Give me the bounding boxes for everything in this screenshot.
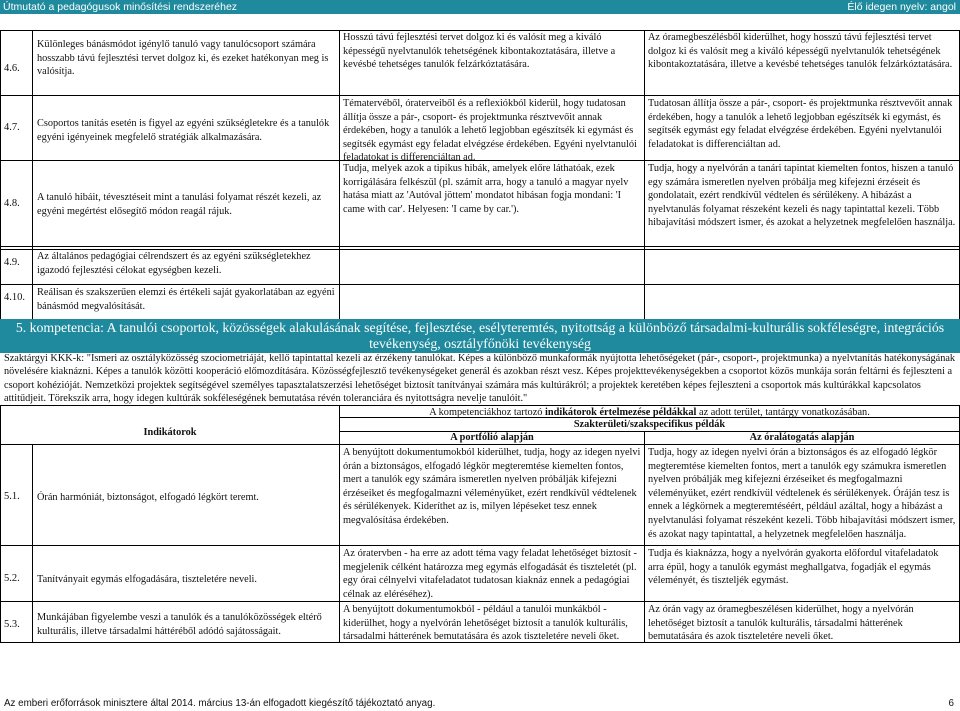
table-rule <box>32 30 33 319</box>
row-number: 4.10. <box>4 292 25 303</box>
page-footer <box>4 698 956 709</box>
footer-text: Az emberi erőforrások minisztere által 2014. március 13-án elfogadott kiegészítő tájékoztató anyag. <box>4 698 436 709</box>
row-number: 5.1. <box>4 491 20 502</box>
observation-example: Tudja, hogy az idegen nyelvi órán a biztonságos és az elfogadó légkör megteremtése kiemelten fontos, mert a tanulók egy számukra ismeretlen nyelven próbálják meg kifejezni érzéseiket és megfogalmazni véleményüket, ezért rendkívül védtelenek és sérülékenyek. Óráján tesz is ennek a légkörnek a megteremtéséért, például azáltal, hogy a hibázást a nyelvtanulási folyamat részeként kezeli. Több hibajavítási módszert ismer, és azokat nagy tapintattal, a helyzetnek megfelelően használja. <box>648 447 956 540</box>
indicator-text: Órán harmóniát, biztonságot, elfogadó légkört teremt. <box>37 492 259 503</box>
indicator-text: Reálisan és szakszerűen elemzi és értékeli saját gyakorlatában az egyéni bánásmód megvalósítását. <box>37 287 335 312</box>
header-right-title: Élő idegen nyelv: angol <box>847 1 956 13</box>
indicator-text: Különleges bánásmódot igénylő tanuló vagy tanulócsoport számára hosszabb távú fejlesztési tervet dolgoz ki, és ezeket hatékonyan meg is valósítja. <box>37 39 329 78</box>
row-number: 5.2. <box>4 573 20 584</box>
observation-example: Tudja, hogy a nyelvórán a tanári tapintat kiemelten fontos, hiszen a tanuló egy számára ismeretlen nyelven próbálja meg kifejezni érzéseit és gondolatait, ezért rendkívül védtelen és sérülékeny. A hibázást a nyelvtanulás folyamat részeként kezeli és nagy tapintattal kezeli. Több hibajavítási módszert ismer, és azokat a helyzetnek megfelelően használja. <box>648 163 956 229</box>
indicator-text: Az általános pedagógiai célrendszert és az egyéni szükségletekhez igazodó fejlesztési célokat egységben kezeli. <box>37 251 311 276</box>
competency-title: 5. kompetencia: A tanulói csoportok, közösségek alakulásának segítése, fejlesztése, esélyteremtés, nyitottság a különböző társadalmi-kulturális sokféleségre, integrációs tevékenység, osztályfőnöki tevékenység <box>15 320 945 351</box>
table-rule <box>644 30 645 319</box>
competency-title-band <box>0 319 960 353</box>
observation-example: Az óramegbeszélésből kiderülhet, hogy hosszú távú fejlesztési tervet dolgoz ki és valósít meg a kiváló képességű nyelvtanulók tehetségének kibontakoztatására, illetve a kevésbé tehetséges tanulók felzárkóztatására. <box>648 32 953 71</box>
indicator-text: Munkájában figyelembe veszi a tanulók és a tanulóközösségek eltérő kulturális, illetve társadalmi háttéréből adódó sajátosságait. <box>37 612 322 637</box>
portfolio-example: Tématervéből, óraterveiből és a reflexiókból kiderül, hogy tudatosan állítja össze a pár-, csoport- és projektmunka résztvevőit annak érdekében, hogy a tanulók a lehető legjobban egészítsék ki egymást és segítsék egymást egy feladat elvégzése érdekében. Egyéni nyelvtanulói feladatokat is differenciáltan ad. <box>343 98 637 164</box>
observation-column-header: Az óralátogatás alapján <box>749 432 855 443</box>
table-rule <box>0 545 960 546</box>
observation-example: Tudja és kiaknázza, hogy a nyelvórán gyakorta előfordul vitafeladatok arra épül, hogy a tanulók egymást meghallgatva, fogadják el egymás véleményét, és tiszteljék egymást. <box>648 548 939 587</box>
table-rule <box>0 95 960 96</box>
table-rule <box>0 405 1 643</box>
document-header <box>0 0 960 14</box>
table-intro: A kompetenciákhoz tartozó indikátorok értelmezése példákkal az adott terület, tantárgy vonatkozásában. <box>429 407 870 418</box>
table-rule <box>32 444 33 643</box>
observation-example: Tudatosan állítja össze a pár-, csoport- és projektmunka résztvevőit annak érdekében, hogy a tanulók a lehető legjobban egészítsék ki egymást, és segítsék egymást egy feladat elvégzése érdekében. Egyéni nyelvtanulói feladatokat is differenciáltan ad. <box>648 98 953 150</box>
indicator-text: A tanuló hibáit, tévesztéseit mint a tanulási folyamat részét kezeli, az egyéni megértést elősegítő módon reagál rájuk. <box>37 192 322 217</box>
table-rule <box>339 30 340 319</box>
portfolio-example: Hosszú távú fejlesztési tervet dolgoz ki és valósít meg a kiváló képességű nyelvtanulók tehetségének kibontakoztatására, illetve a kevésbé tehetséges tanulók felzárkóztatására. <box>343 32 616 71</box>
portfolio-example: A benyújtott dokumentumokból - például a tanulói munkákból - kiderülhet, hogy a nyelvórán lehetőséget biztosít a tanulók kulturális, társadalmi hátterének bemutatására és azok tiszteletére neveli őket. <box>343 604 628 643</box>
row-number: 4.6. <box>4 63 20 74</box>
indicator-text: Csoportos tanítás esetén is figyel az egyéni szükségletekre és a tanulók egyéni igényeinek megfelelő stratégiák alkalmazására. <box>37 118 330 143</box>
row-number: 4.7. <box>4 122 20 133</box>
portfolio-example: Az óratervben - ha erre az adott téma vagy feladat lehetőséget biztosít - megjelenik célként határozza meg egymás elfogadását és tiszteletét (pl. egy órai célnyelvi vitafeladatot tudatosan kiaknáz ennek a pedagógiai célnak az eléréséhez). <box>343 548 637 600</box>
table-rule <box>644 431 645 643</box>
subject-kkk-text: Szaktárgyi KKK-k: "Ismeri az osztályközösség szociometriáját, kellő tapintattal kezeli az érzékeny tanulókat. Képes a különböző munkaformák nyújtotta lehetőségeket (pár-, csoport-, projektmunka) a nyelvtanítás hatékonyságának növelésére kiaknázni. Képes a tanulók közötti kooperáció előmozdítására. Közösségfejlesztő tevékenységeket generál és azokban részt vesz. Képes projekttevékenységekben a csoportot közös munkája során feltárni és fejleszteni a csoport kohézióját. Nemzetközi projektek segítségével személyes tapasztalatszerzési lehetőséget biztosít tanítványai számára más kultúrákról; a projektek keretében képes fejleszteni a csoportok más kultúrákkal kapcsolatos attitűdjeit. Törekszik arra, hogy idegen kultúrák sokféleségének bemutatása révén toleranciára és nyitottságra nevelje tanulóit." <box>4 353 956 405</box>
page-number: 6 <box>948 698 954 709</box>
observation-example: Az órán vagy az óramegbeszélésen kiderülhet, hogy a nyelvórán lehetőséget biztosít a tanulók kulturális, társadalmi hátterének bemutatására és azok tiszteletére neveli őket. <box>648 604 914 643</box>
portfolio-example: A benyújtott dokumentumokból kiderülhet, tudja, hogy az idegen nyelvi órán a biztonságos, elfogadó légkör megteremtése kiemelten fontos, mert a tanulók egy számára ismeretlen nyelven próbálják kifejezni érzéseiket és megfogalmazni véleményüket, ezért rendkívül védtelenek és sérülékenyek. Kideríthet az is, milyen lépéseket tesz ennek megvalósítása érdekében. <box>343 447 641 526</box>
portfolio-column-header: A portfólió alapján <box>450 432 534 443</box>
portfolio-example: Tudja, melyek azok a tipikus hibák, amelyek előre láthatóak, ezek korrigálására felkészül (pl. számít arra, hogy a tanuló a magyar nyelv hatása miatt az 'Autóval jöttem' mondatot hibásan fogja mondani: 'I came with car'. Helyesen: 'I came by car.'). <box>343 163 629 215</box>
indicator-text: Tanítványait egymás elfogadására, tiszteletére neveli. <box>37 574 257 585</box>
table-rule <box>0 246 960 247</box>
indicators-header: Indikátorok <box>143 427 197 438</box>
table-rule <box>0 30 1 319</box>
row-number: 5.3. <box>4 619 20 630</box>
header-left-title: Útmutató a pedagógusok minősítési rendszeréhez <box>3 1 238 13</box>
row-number: 4.9. <box>4 257 20 268</box>
specific-examples-header: Szakterületi/szakspecifikus példák <box>573 419 726 430</box>
table-rule <box>0 284 960 285</box>
row-number: 4.8. <box>4 198 20 209</box>
